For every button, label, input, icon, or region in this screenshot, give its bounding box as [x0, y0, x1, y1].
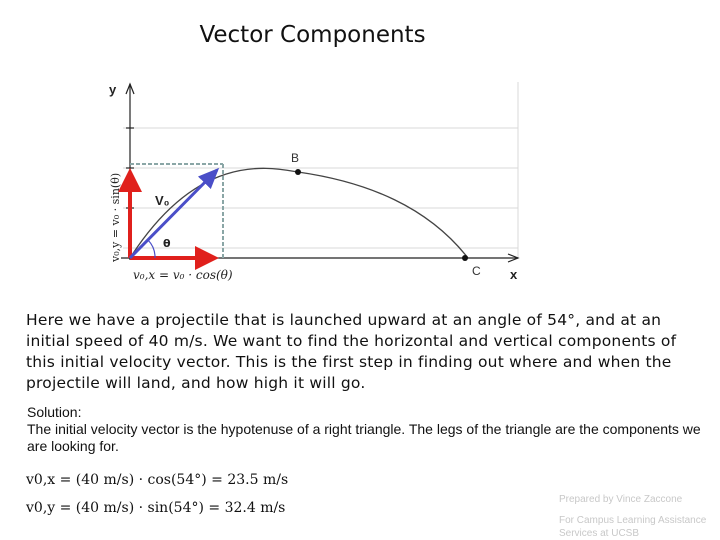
equations — [26, 466, 288, 522]
credit-author: Prepared by Vince Zaccone — [559, 494, 683, 505]
point-c-label: C — [472, 264, 481, 278]
problem-description: Here we have a projectile that is launched upward at an angle of 54°, and at an initial speed of 40 m/s. We want to find the horizontal and vertical components of this initial velocity vector. This is the first step in finding out where and when the projectile will land, and how high it will go. — [26, 311, 677, 392]
equation-y-component: v0,y = (40 m/s) · sin(54°) = 32.4 m/s — [26, 500, 286, 516]
x-axis-label: x — [510, 267, 518, 282]
trajectory-curve — [130, 168, 468, 258]
initial-velocity-arrow — [130, 170, 217, 258]
vector-label: V₀ — [155, 193, 170, 208]
equation-x-component: v0,x = (40 m/s) · cos(54°) = 23.5 m/s — [26, 472, 289, 488]
credit-organization: For Campus Learning Assistance Services at UCSB — [559, 515, 707, 539]
solution-text: The initial velocity vector is the hypotenuse of a right triangle. The legs of the triangle are the components we are looking for. — [27, 421, 701, 454]
solution-heading: Solution: — [27, 404, 82, 420]
solution-block — [27, 404, 707, 455]
angle-arc — [148, 240, 155, 258]
axes — [121, 84, 518, 262]
angle-label: θ — [163, 237, 171, 250]
point-b-label: B — [291, 151, 300, 165]
page-title: Vector Components — [199, 22, 426, 48]
credits — [559, 493, 719, 540]
projectile-diagram — [93, 72, 533, 292]
point-b-marker — [295, 169, 301, 175]
grid — [123, 82, 518, 258]
horizontal-component-formula: v₀,x = v₀ · cos(θ) — [133, 268, 233, 282]
vertical-component-formula: v₀,y = v₀ · sin(θ) — [109, 172, 122, 262]
y-axis-label: y — [109, 82, 117, 97]
point-c-marker — [462, 255, 468, 261]
